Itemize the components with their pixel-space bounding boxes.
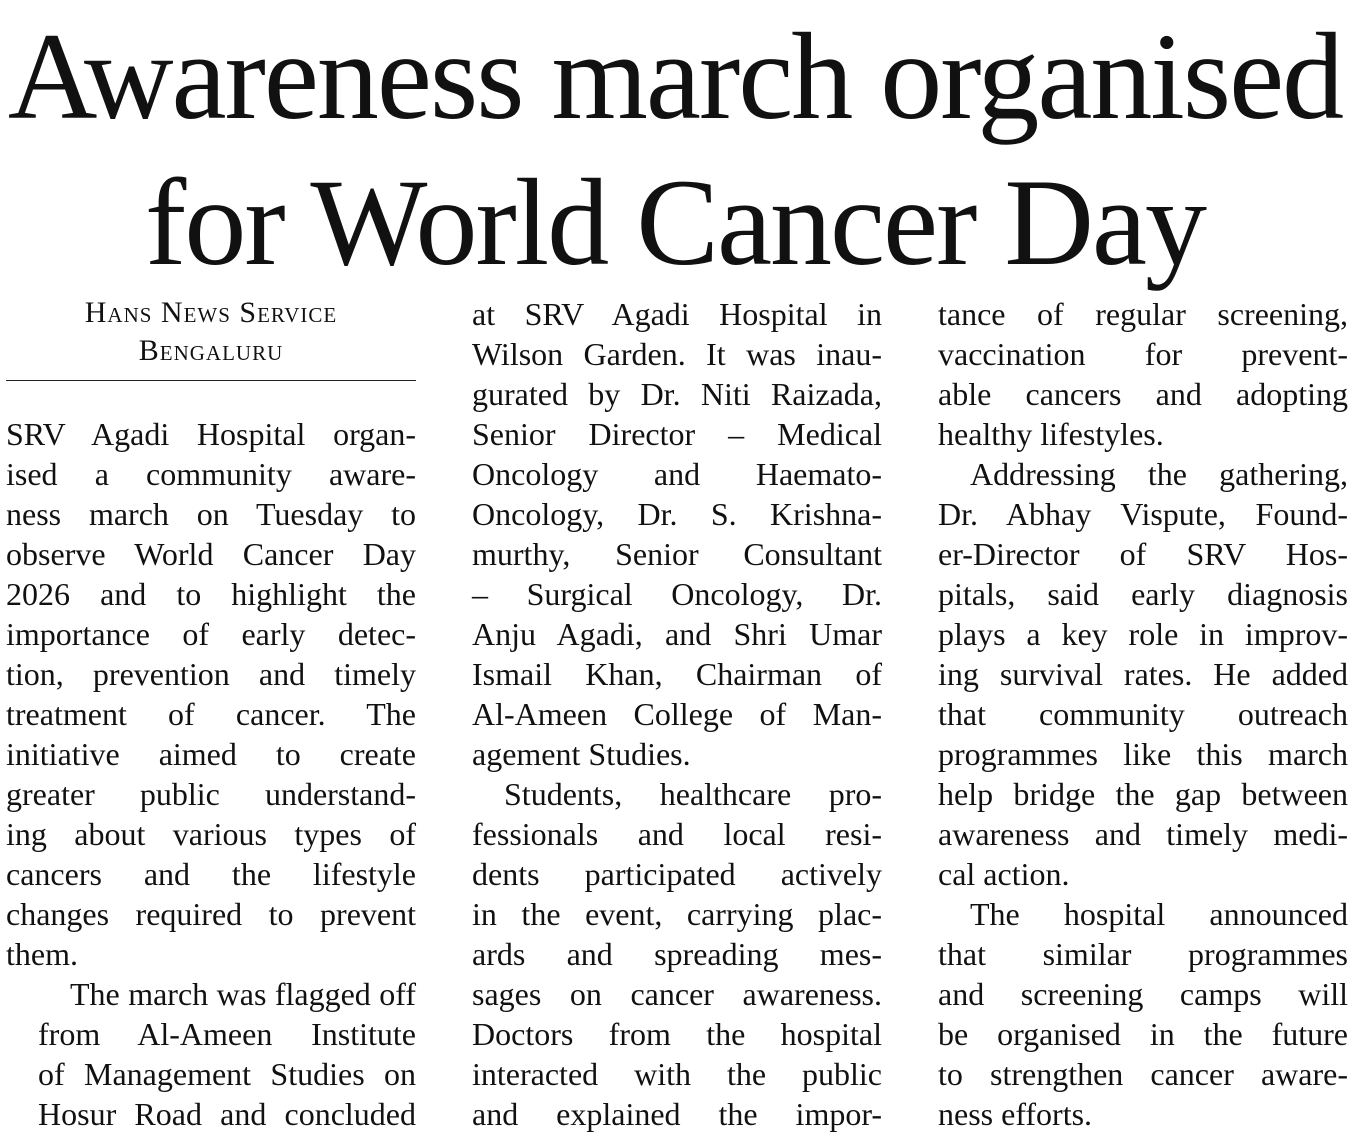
text-line: Oncology and Haemato- <box>472 456 882 492</box>
byline-divider <box>6 380 416 381</box>
text-line: and explained the impor- <box>472 1096 882 1132</box>
text-line: at SRV Agadi Hospital in <box>472 296 882 332</box>
byline-location: Bengaluru <box>138 334 284 367</box>
text-line: agement Studies. <box>472 736 691 772</box>
byline <box>6 294 416 370</box>
text-line: changes required to prevent <box>6 896 416 932</box>
text-line: be organised in the future <box>938 1016 1348 1052</box>
text-line: ing survival rates. He added <box>938 656 1348 692</box>
text-line: them. <box>6 936 78 972</box>
text-line: SRV Agadi Hospital organ- <box>6 416 416 452</box>
paragraph <box>938 294 1348 454</box>
text-line: healthy lifestyles. <box>938 416 1164 452</box>
text-line: awareness and timely medi- <box>938 816 1348 852</box>
paragraph <box>472 774 882 1134</box>
text-line: tion, prevention and timely <box>6 656 416 692</box>
text-line: Anju Agadi, and Shri Umar <box>472 616 882 652</box>
text-line: The hospital announced <box>970 896 1348 932</box>
text-line: Senior Director – Medical <box>472 416 882 452</box>
text-line: Hosur Road and concluded <box>38 1096 416 1132</box>
text-line: gurated by Dr. Niti Raizada, <box>472 376 882 412</box>
text-line: 2026 and to highlight the <box>6 576 416 612</box>
text-line: greater public understand- <box>6 776 416 812</box>
headline-line-2: for World Cancer Day <box>145 154 1205 291</box>
text-line: programmes like this march <box>938 736 1348 772</box>
text-line: observe World Cancer Day <box>6 536 416 572</box>
text-line: Wilson Garden. It was inau- <box>472 336 882 372</box>
text-line: and screening camps will <box>938 976 1348 1012</box>
text-line: – Surgical Oncology, Dr. <box>472 576 882 612</box>
text-line: Doctors from the hospital <box>472 1016 882 1052</box>
text-line: of Management Studies on <box>38 1056 416 1092</box>
text-line: ards and spreading mes- <box>472 936 882 972</box>
article-column-3 <box>938 294 1348 1134</box>
text-line: Ismail Khan, Chairman of <box>472 656 882 692</box>
paragraph <box>938 894 1348 1134</box>
text-line: sages on cancer awareness. <box>472 976 882 1012</box>
text-line: Addressing the gathering, <box>970 456 1348 492</box>
text-line: cancers and the lifestyle <box>6 856 416 892</box>
headline <box>0 4 1350 296</box>
text-line: able cancers and adopting <box>938 376 1348 412</box>
text-line: that similar programmes <box>938 936 1348 972</box>
text-line: treatment of cancer. The <box>6 696 416 732</box>
text-line: in the event, carrying plac- <box>472 896 882 932</box>
text-line: that community outreach <box>938 696 1348 732</box>
text-line: Students, healthcare pro- <box>504 776 882 812</box>
text-line: initiative aimed to create <box>6 736 416 772</box>
text-line: dents participated actively <box>472 856 882 892</box>
text-line: pitals, said early diagnosis <box>938 576 1348 612</box>
text-line: to strengthen cancer aware- <box>938 1056 1348 1092</box>
headline-line-1: Awareness march organised <box>7 8 1343 145</box>
text-line: murthy, Senior Consultant <box>472 536 882 572</box>
text-line: ness efforts. <box>938 1096 1093 1132</box>
paragraph <box>6 974 416 1134</box>
text-line: from Al-Ameen Institute <box>38 1016 416 1052</box>
paragraph <box>472 294 882 774</box>
text-line: plays a key role in improv- <box>938 616 1348 652</box>
article-column-2 <box>472 294 882 1134</box>
text-line: vaccination for prevent- <box>938 336 1348 372</box>
text-line: Dr. Abhay Vispute, Found- <box>938 496 1348 532</box>
text-line: er-Director of SRV Hos- <box>938 536 1348 572</box>
text-line: fessionals and local resi- <box>472 816 882 852</box>
text-line: ing about various types of <box>6 816 416 852</box>
text-line: The march was flagged off <box>70 976 416 1012</box>
text-line: Al-Ameen College of Man- <box>472 696 882 732</box>
paragraph <box>6 414 416 974</box>
text-line: help bridge the gap between <box>938 776 1348 812</box>
byline-agency: Hans News Service <box>84 296 338 329</box>
text-line: cal action. <box>938 856 1070 892</box>
text-line: ised a community aware- <box>6 456 416 492</box>
text-line: interacted with the public <box>472 1056 882 1092</box>
text-line: importance of early detec- <box>6 616 416 652</box>
text-line: Oncology, Dr. S. Krishna- <box>472 496 882 532</box>
paragraph <box>938 454 1348 894</box>
text-line: ness march on Tuesday to <box>6 496 416 532</box>
article-column-1 <box>6 414 416 1134</box>
text-line: tance of regular screening, <box>938 296 1348 332</box>
